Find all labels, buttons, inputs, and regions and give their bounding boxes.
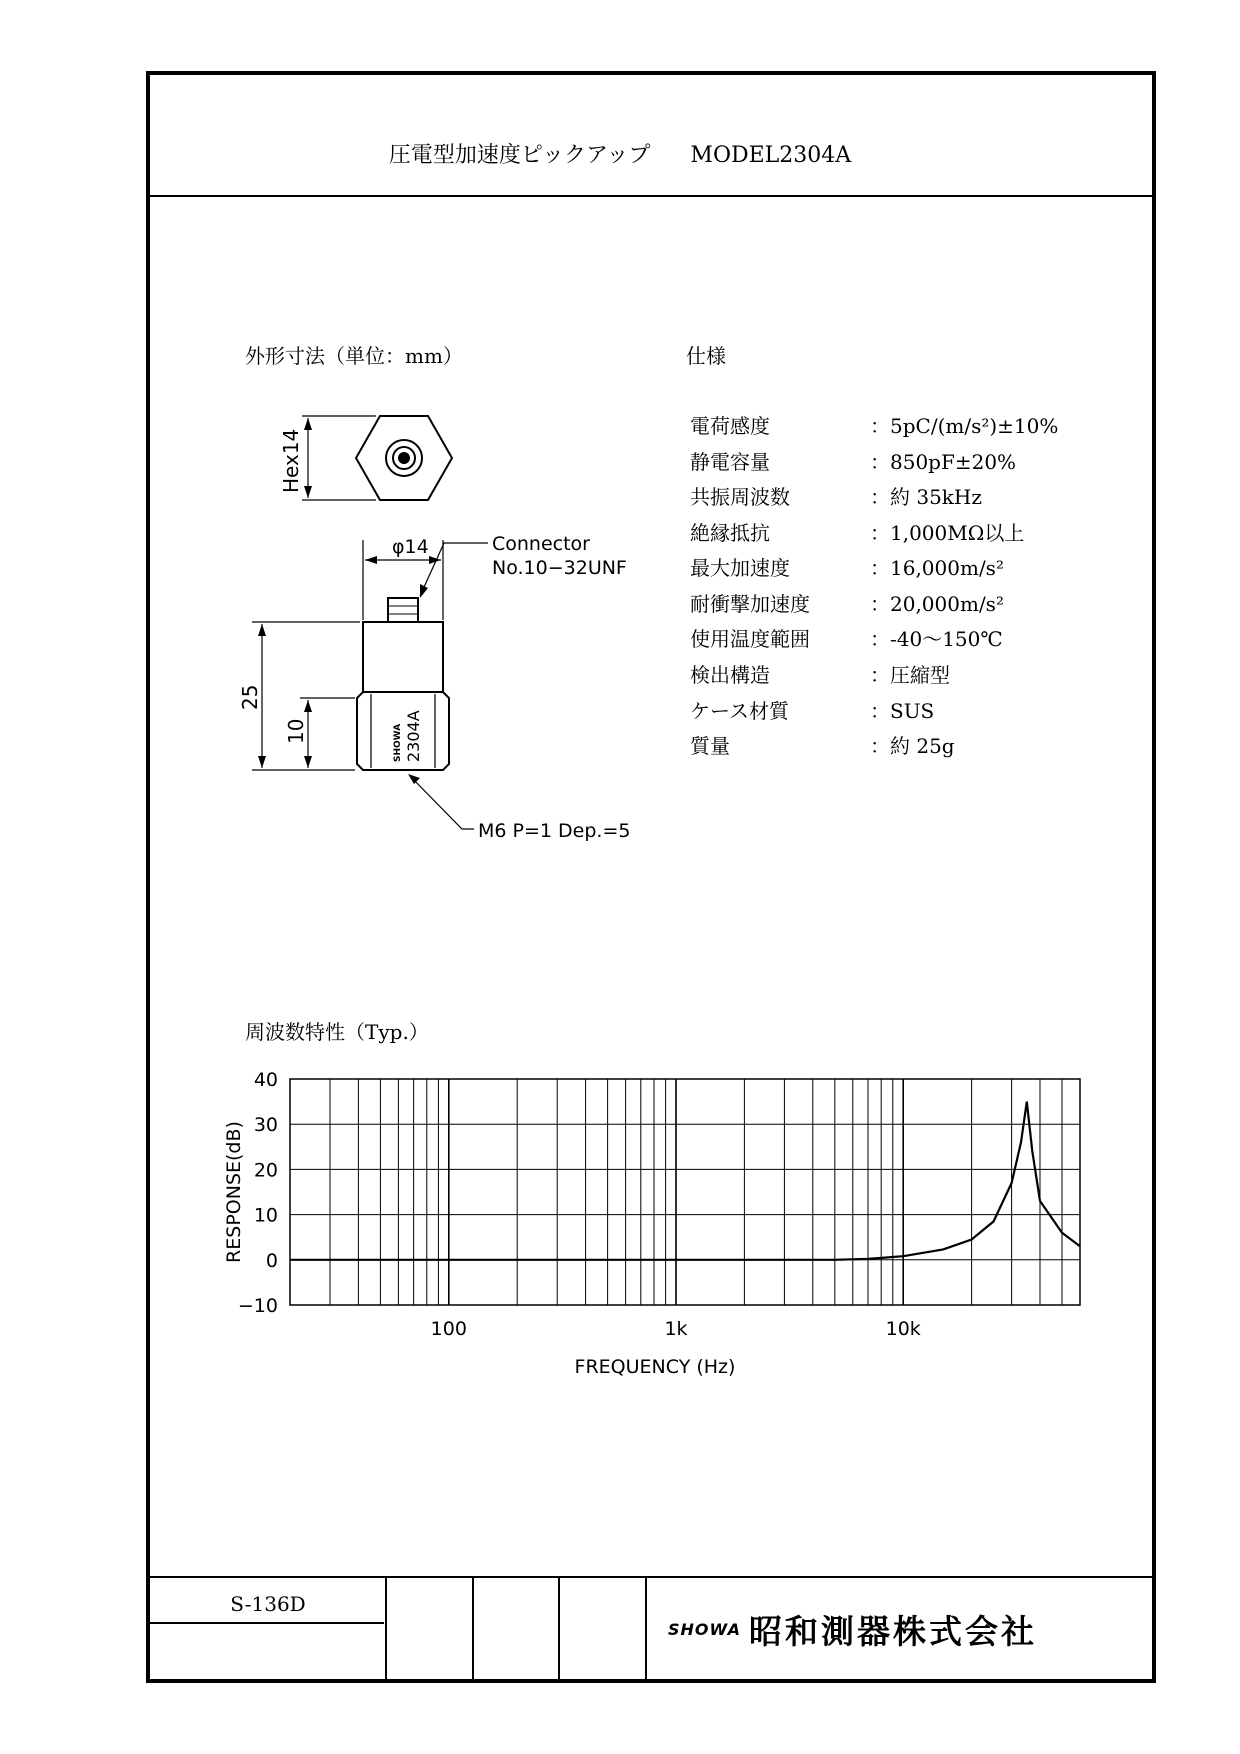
company-block bbox=[668, 1606, 1037, 1653]
connector-label-line2: No.10−32UNF bbox=[492, 557, 627, 579]
spec-value: ：1,000MΩ以上 bbox=[870, 521, 1025, 545]
dimensions-heading: 外形寸法（単位：mm） bbox=[245, 344, 463, 368]
y-tick-label: −10 bbox=[237, 1295, 278, 1317]
x-tick-label: 1k bbox=[664, 1318, 688, 1340]
y-tick-label: 40 bbox=[253, 1069, 278, 1091]
response-curve bbox=[290, 1102, 1080, 1260]
model-number: MODEL2304A bbox=[690, 143, 852, 168]
spec-key: ケース材質 bbox=[690, 699, 789, 723]
spec-value: ：SUS bbox=[870, 699, 935, 723]
spec-key: 使用温度範囲 bbox=[690, 627, 810, 651]
document-number: S-136D bbox=[230, 1592, 306, 1616]
x-tick-label: 10k bbox=[885, 1318, 921, 1340]
spec-value: ：16,000m/s² bbox=[870, 556, 1004, 580]
spec-key: 共振周波数 bbox=[690, 485, 790, 509]
plot-area-border bbox=[290, 1079, 1080, 1305]
spec-key: 検出構造 bbox=[690, 663, 770, 687]
y-axis-title: RESPONSE(dB) bbox=[223, 1121, 245, 1263]
spec-key: 電荷感度 bbox=[690, 414, 770, 438]
x-tick-label: 100 bbox=[430, 1318, 467, 1340]
height-hex-label: 10 bbox=[284, 718, 308, 744]
y-tick-label: 30 bbox=[253, 1114, 278, 1137]
company-name: 昭和測器株式会社 bbox=[748, 1612, 1037, 1651]
spec-value: ：5pC/(m/s²)±10% bbox=[870, 414, 1059, 438]
body-model: 2304A bbox=[404, 710, 423, 762]
company-logo: SHOWA bbox=[668, 1620, 741, 1639]
spec-value: ：-40〜150℃ bbox=[870, 627, 1003, 651]
body-logo: SHOWA bbox=[393, 723, 403, 762]
x-axis-title: FREQUENCY (Hz) bbox=[574, 1356, 736, 1378]
y-tick-label: 10 bbox=[253, 1204, 278, 1227]
spec-key: 耐衝撃加速度 bbox=[690, 592, 810, 616]
connector-label-line1: Connector bbox=[492, 533, 590, 555]
spec-value: ：850pF±20% bbox=[870, 450, 1017, 474]
chart-title: 周波数特性（Typ.） bbox=[245, 1020, 429, 1044]
y-tick-label: 0 bbox=[265, 1249, 278, 1272]
specs-heading: 仕様 bbox=[686, 344, 726, 368]
y-tick-label: 20 bbox=[253, 1159, 278, 1182]
spec-value: ：20,000m/s² bbox=[870, 592, 1004, 616]
spec-key: 絶縁抵抗 bbox=[690, 521, 770, 545]
spec-value: ：約 25g bbox=[870, 734, 955, 758]
spec-value: ：圧縮型 bbox=[870, 663, 950, 687]
spec-key: 静電容量 bbox=[690, 450, 770, 474]
spec-key: 質量 bbox=[690, 734, 730, 758]
height-total-label: 25 bbox=[238, 684, 262, 710]
hex-dimension-label: Hex14 bbox=[279, 428, 303, 493]
spec-key: 最大加速度 bbox=[690, 556, 790, 580]
title-text: 圧電型加速度ピックアップ bbox=[388, 143, 651, 168]
spec-value: ：約 35kHz bbox=[870, 485, 982, 509]
thread-label: M6 P=1 Dep.=5 bbox=[478, 820, 631, 842]
diameter-dimension-label: φ14 bbox=[392, 536, 429, 558]
